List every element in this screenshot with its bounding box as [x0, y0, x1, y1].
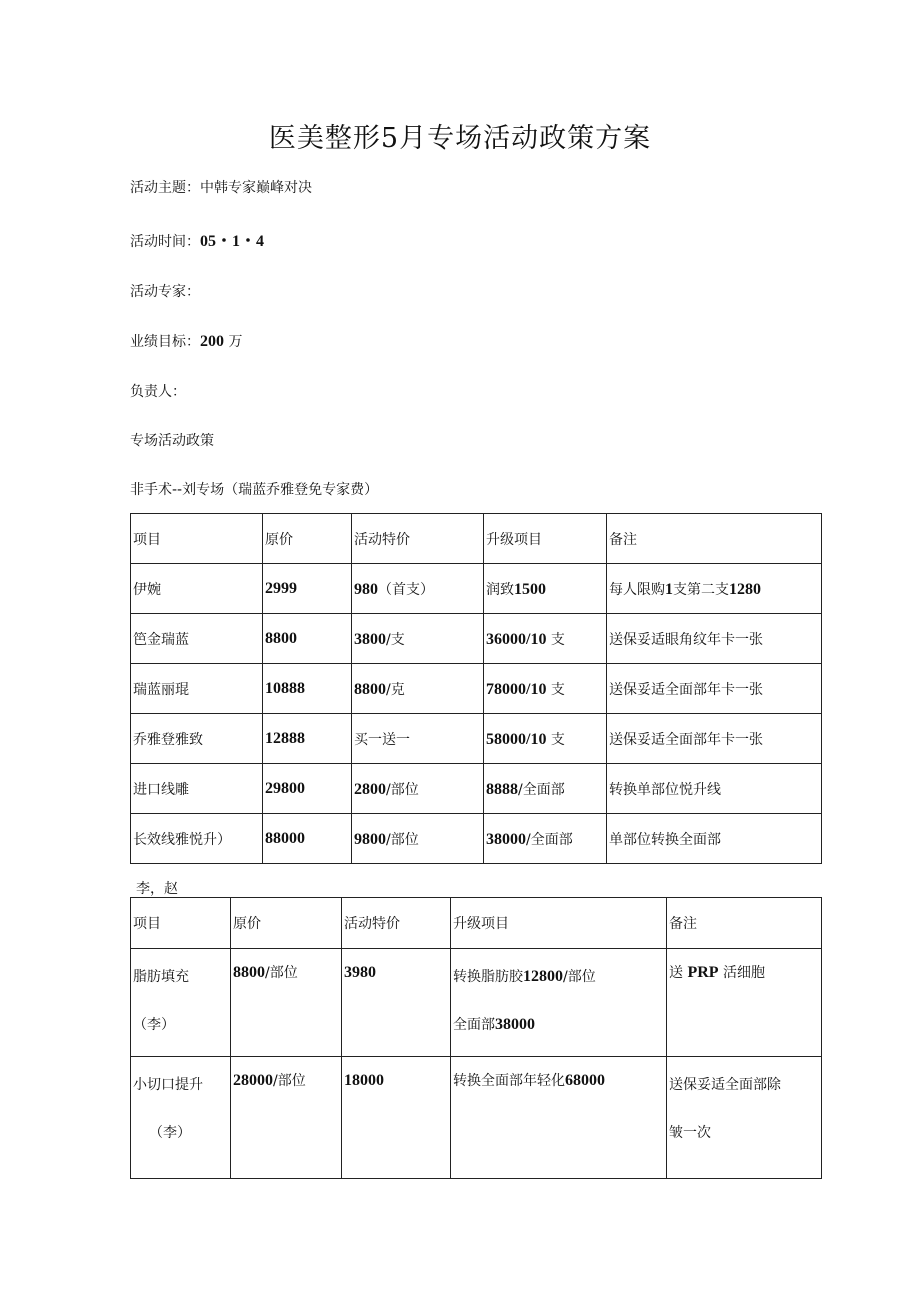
page-title: 医美整形5月专场活动政策方案	[268, 123, 652, 154]
price-cell: 8800/部位	[231, 949, 342, 1057]
table-row	[131, 764, 822, 814]
header-cell: 升级项目	[451, 898, 667, 949]
upgrade-cell: 润致1500	[484, 564, 607, 614]
table-row	[131, 814, 822, 864]
special-cell: 8800/克	[352, 664, 484, 714]
note-cell: 送保妥适眼角纹年卡一张	[607, 614, 822, 664]
upgrade-cell: 58000/10 支	[484, 714, 607, 764]
time-value: 05・1・4	[200, 233, 265, 250]
table-row	[131, 949, 822, 1057]
note-cell: 送 PRP 活细胞	[667, 949, 822, 1057]
policy-heading: 专场活动政策	[130, 433, 214, 449]
special-cell: 买一送一	[352, 714, 484, 764]
note-cell: 每人限购1支第二支1280	[607, 564, 822, 614]
theme-line	[130, 177, 312, 197]
header-cell: 活动特价	[342, 898, 451, 949]
table-surgical	[130, 897, 822, 1179]
table-row	[131, 614, 822, 664]
price-cell: 10888	[263, 664, 352, 714]
time-label: 活动时间：	[130, 234, 200, 250]
price-cell: 88000	[263, 814, 352, 864]
upgrade-cell: 78000/10 支	[484, 664, 607, 714]
item-cell: 脂肪填充 （李）	[131, 949, 231, 1057]
item-cell: 小切口提升 （李）	[131, 1057, 231, 1179]
table-header-row	[131, 514, 822, 564]
upgrade-cell: 38000/全面部	[484, 814, 607, 864]
upgrade-cell: 36000/10 支	[484, 614, 607, 664]
header-cell: 项目	[131, 898, 231, 949]
price-cell: 8800	[263, 614, 352, 664]
header-cell: 升级项目	[484, 514, 607, 564]
item-cell: 进口线雕	[131, 764, 263, 814]
note-cell: 送保妥适全面部年卡一张	[607, 714, 822, 764]
special-cell: 18000	[342, 1057, 451, 1179]
item-cell: 乔雅登雅致	[131, 714, 263, 764]
expert-line	[130, 281, 200, 301]
time-line	[130, 228, 264, 251]
item-cell: 瑞蓝丽琨	[131, 664, 263, 714]
header-cell: 项目	[131, 514, 263, 564]
table-row	[131, 664, 822, 714]
upgrade-cell: 转换脂肪胶12800/部位 全面部38000	[451, 949, 667, 1057]
expert-label: 活动专家：	[130, 284, 200, 300]
target-label: 业绩目标：	[130, 334, 200, 350]
section1-heading: 非手术--刘专场（瑞蓝乔雅登免专家费）	[130, 482, 379, 498]
owner-label: 负责人：	[130, 384, 186, 400]
header-cell: 原价	[263, 514, 352, 564]
theme-label: 活动主题：	[130, 180, 200, 196]
table-row	[131, 564, 822, 614]
section2-heading: 李，赵	[136, 881, 178, 897]
target-value: 200	[200, 333, 224, 350]
table-row	[131, 1057, 822, 1179]
special-cell: 9800/部位	[352, 814, 484, 864]
theme-value: 中韩专家巅峰对决	[200, 180, 312, 196]
price-cell: 28000/部位	[231, 1057, 342, 1179]
target-line	[130, 331, 242, 351]
header-cell: 原价	[231, 898, 342, 949]
item-cell: 伊婉	[131, 564, 263, 614]
item-cell: 笆金瑞蓝	[131, 614, 263, 664]
upgrade-cell: 转换全面部年轻化68000	[451, 1057, 667, 1179]
note-cell: 送保妥适全面部除 皱一次	[667, 1057, 822, 1179]
table-row	[131, 714, 822, 764]
note-cell: 单部位转换全面部	[607, 814, 822, 864]
price-cell: 29800	[263, 764, 352, 814]
target-unit: 万	[228, 334, 243, 350]
note-cell: 转换单部位悦升线	[607, 764, 822, 814]
price-cell: 12888	[263, 714, 352, 764]
owner-line	[130, 381, 186, 401]
header-cell: 活动特价	[352, 514, 484, 564]
note-cell: 送保妥适全面部年卡一张	[607, 664, 822, 714]
special-cell: 980（首支）	[352, 564, 484, 614]
upgrade-cell: 8888/全面部	[484, 764, 607, 814]
special-cell: 2800/部位	[352, 764, 484, 814]
item-cell: 长效线雅悦升）	[131, 814, 263, 864]
table-header-row	[131, 898, 822, 949]
table-non-surgical	[130, 513, 822, 864]
special-cell: 3980	[342, 949, 451, 1057]
header-cell: 备注	[607, 514, 822, 564]
price-cell: 2999	[263, 564, 352, 614]
header-cell: 备注	[667, 898, 822, 949]
special-cell: 3800/支	[352, 614, 484, 664]
